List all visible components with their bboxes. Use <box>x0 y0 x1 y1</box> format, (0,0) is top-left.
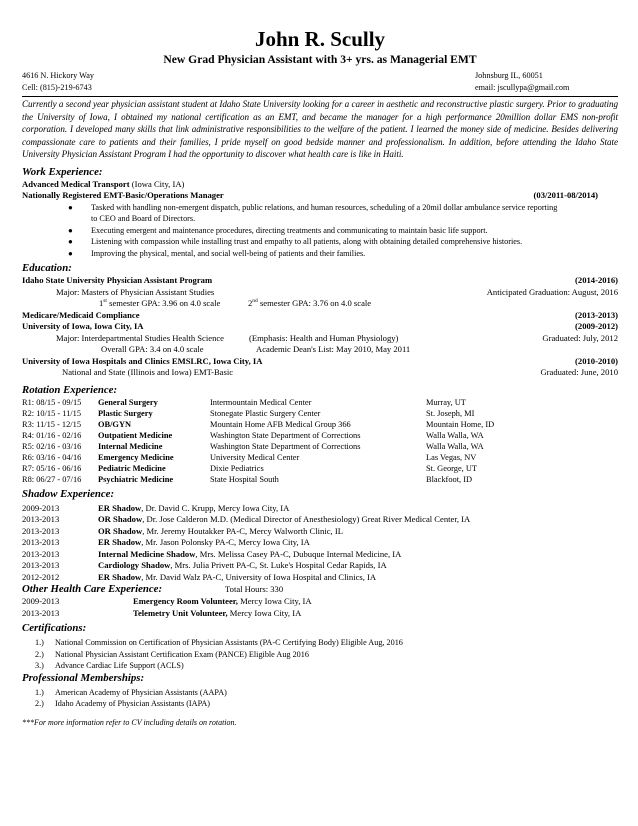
membership-number: 1.) <box>35 687 44 697</box>
work-role: Nationally Registered EMT-Basic/Operations Manager <box>22 190 224 201</box>
shadow-years: 2013-2013 <box>22 548 60 559</box>
rotation-row <box>22 441 618 452</box>
membership-item <box>22 687 618 699</box>
other-row <box>22 608 618 620</box>
shadow-heading: Shadow Experience: <box>22 487 115 500</box>
candidate-subtitle: New Grad Physician Assistant with 3+ yrs. as Managerial EMT <box>163 53 477 66</box>
edu-isu-name: Idaho State University Physician Assistant Program <box>22 275 213 286</box>
edu-ui-name: University of Iowa, Iowa City, IA <box>22 321 144 332</box>
shadow-years: 2013-2013 <box>22 514 60 525</box>
rotation-site: State Hospital South <box>210 474 279 484</box>
rotation-row <box>22 452 618 463</box>
edu-isu-row <box>22 275 618 287</box>
edu-ui-dates: (2009-2012) <box>575 321 618 332</box>
rotation-row <box>22 430 618 441</box>
edu-ui-gpa: Overall GPA: 3.4 on 4.0 scale <box>101 344 204 355</box>
shadow-entry <box>98 560 387 572</box>
rotation-site: Stonegate Plastic Surgery Center <box>210 408 321 418</box>
shadow-row <box>22 560 618 572</box>
rotation-row <box>22 463 618 474</box>
certification-number: 1.) <box>35 638 44 648</box>
other-entry <box>133 596 312 608</box>
shadow-title: Cardiology Shadow <box>98 560 171 571</box>
work-heading: Work Experience: <box>22 165 103 178</box>
edu-ui-row <box>22 321 618 333</box>
rotation-specialty: OB/GYN <box>98 419 132 429</box>
membership-text: American Academy of Physician Assistants (AAPA) <box>55 687 227 697</box>
shadow-entry <box>98 537 310 549</box>
shadow-detail: , Dr. Jose Calderon M.D. (Medical Director of Anesthesiology) Great River Medical Center, IA <box>142 514 471 525</box>
rotation-dates: R1: 08/15 - 09/15 <box>22 397 82 407</box>
shadow-row <box>22 572 618 584</box>
shadow-list <box>22 503 618 584</box>
rotation-dates: R8: 06/27 - 07/16 <box>22 474 82 484</box>
membership-text: Idaho Academy of Physician Assistants (IAPA) <box>55 699 211 709</box>
edu-isu-grad: Anticipated Graduation: August, 2016 <box>486 286 618 297</box>
shadow-title: OR Shadow <box>98 514 143 525</box>
bullet-icon: ● <box>68 202 73 212</box>
shadow-detail: , Mrs. Melissa Casey PA-C, Dubuque Internal Medicine, IA <box>195 548 402 559</box>
shadow-years: 2013-2013 <box>22 560 60 571</box>
work-employer: Advanced Medical Transport <box>22 178 130 189</box>
bullet-icon: ● <box>68 225 73 235</box>
certifications-heading: Certifications: <box>22 622 87 635</box>
shadow-row <box>22 549 618 561</box>
work-role-dates: (03/2011-08/2014) <box>533 190 598 201</box>
edu-isu-dates: (2014-2016) <box>575 275 618 286</box>
candidate-name: John R. Scully <box>254 27 386 51</box>
edu-isu-degree-row <box>22 287 618 299</box>
shadow-row <box>22 526 618 538</box>
education-heading: Education: <box>22 262 72 275</box>
certification-text: National Physician Assistant Certification Exam (PANCE) Eligible Aug 2016 <box>55 649 309 659</box>
shadow-detail: , Mr. Jeremy Houtakker PA-C, Mercy Walworth Clinic, IL <box>142 525 343 536</box>
rotation-dates: R7: 05/16 - 06/16 <box>22 463 82 473</box>
rotation-dates: R5: 02/16 - 03/16 <box>22 441 82 451</box>
shadow-title: ER Shadow <box>98 537 142 548</box>
edu-uihc-desc-row <box>22 367 618 379</box>
cell-phone: Cell: (815)-219-6743 <box>22 82 92 92</box>
rotation-row <box>22 474 618 485</box>
edu-uihc-grad: Graduated: June, 2010 <box>540 367 618 378</box>
edu-isu-gpa-row <box>22 298 618 310</box>
rotation-site: Washington State Department of Corrections <box>210 441 361 451</box>
shadow-entry <box>98 526 343 538</box>
rotation-dates: R6: 03/16 - 04/16 <box>22 452 82 462</box>
bullet-icon: ● <box>68 237 73 247</box>
shadow-detail: , Mr. David Walz PA-C, University of Iowa Hospital and Clinics, IA <box>141 571 377 582</box>
edu-medicare: Medicare/Medicaid Compliance <box>22 309 140 320</box>
rotation-site: University Medical Center <box>210 452 300 462</box>
certification-number: 2.) <box>35 649 44 659</box>
edu-isu-gpa2: 2nd semester GPA: 3.76 on 4.0 scale <box>248 298 372 309</box>
rotation-location: Murray, UT <box>426 397 466 407</box>
shadow-detail: , Dr. David C. Krupp, Mercy Iowa City, IA <box>141 502 290 513</box>
rotation-specialty: General Surgery <box>98 397 158 407</box>
list-item: ● Tasked with handling non-emergent dispatch, public relations, and human resources, scheduling of a 20mil dollar ambulance service reporting <box>68 202 558 212</box>
rotation-row <box>22 408 618 419</box>
shadow-years: 2013-2013 <box>22 537 60 548</box>
membership-number: 2.) <box>35 699 44 709</box>
shadow-title: OR Shadow <box>98 525 143 536</box>
shadow-entry <box>98 514 470 526</box>
rotation-specialty: Pediatric Medicine <box>98 463 166 473</box>
edu-isu-degree: Major: Masters of Physician Assistant Studies <box>56 286 215 297</box>
list-item: ● Executing emergent and maintenance procedures, directing treatments and communicating to maintain basic life support. <box>68 225 488 235</box>
other-row <box>22 596 618 608</box>
rotation-location: St. George, UT <box>426 463 478 473</box>
rotation-dates: R2: 10/15 - 11/15 <box>22 408 82 418</box>
other-list <box>22 596 618 619</box>
edu-ui-major: Major: Interdepartmental Studies Health Science <box>56 332 224 343</box>
rotation-heading: Rotation Experience: <box>22 383 118 396</box>
rotation-location: Blackfoot, ID <box>426 474 473 484</box>
rotation-specialty: Outpatient Medicine <box>98 430 173 440</box>
rotation-location: Las Vegas, NV <box>426 452 477 462</box>
bullet-icon: ● <box>68 248 73 258</box>
edu-medicare-dates: (2013-2013) <box>575 309 618 320</box>
other-total-hours: Total Hours: 330 <box>225 584 284 595</box>
edu-medicare-row <box>22 310 618 322</box>
rotation-site: Dixie Pediatrics <box>210 463 264 473</box>
certification-number: 3.) <box>35 661 44 671</box>
rotation-site: Mountain Home AFB Medical Group 366 <box>210 419 351 429</box>
certification-text: Advance Cardiac Life Support (ACLS) <box>55 661 184 671</box>
edu-isu-gpa1: 1st semester GPA: 3.96 on 4.0 scale <box>99 298 221 309</box>
edu-uihc-name: University of Iowa Hospitals and Clinics EMSLRC, Iowa City, IA <box>22 355 263 366</box>
rotation-row <box>22 397 618 408</box>
shadow-title: Internal Medicine Shadow <box>98 548 196 559</box>
contact-row-phone <box>22 82 618 94</box>
certification-item <box>22 660 618 672</box>
other-title: Emergency Room Volunteer, <box>133 596 238 607</box>
rotation-specialty: Psychiatric Medicine <box>98 474 174 484</box>
rotation-location: St. Joseph, MI <box>426 408 475 418</box>
email[interactable]: email: jscullypa@gmail.com <box>475 82 570 92</box>
other-title: Telemetry Unit Volunteer, <box>133 607 228 618</box>
shadow-title: ER Shadow <box>98 571 142 582</box>
rotation-location: Walla Walla, WA <box>426 430 484 440</box>
city: Johnsburg IL, 60051 <box>475 71 543 80</box>
other-heading: Other Health Care Experience: <box>22 583 163 596</box>
list-item: ● Listening with compassion while installing trust and empathy to all patients, along with obtaining detailed comprehensive histories. <box>68 237 523 247</box>
shadow-years: 2009-2013 <box>22 502 60 513</box>
memberships-heading: Professional Memberships: <box>22 671 145 684</box>
other-heading-row <box>22 583 618 596</box>
certifications-list <box>22 637 618 672</box>
work-employer-location: (Iowa City, IA) <box>131 178 185 189</box>
memberships-list <box>22 687 618 710</box>
header-divider <box>22 96 618 97</box>
list-item: to CEO and Board of Directors. <box>91 214 196 224</box>
shadow-entry <box>98 549 401 561</box>
other-entry <box>133 608 301 620</box>
rotation-specialty: Emergency Medicine <box>98 452 174 462</box>
edu-ui-emphasis: (Emphasis: Health and Human Physiology) <box>249 332 399 343</box>
rotation-specialty: Internal Medicine <box>98 441 163 451</box>
address: 4616 N. Hickory Way <box>22 71 94 80</box>
work-bullets <box>22 202 618 260</box>
other-years: 2013-2013 <box>22 607 60 618</box>
footnote: ***For more information refer to CV including details on rotation. <box>22 717 237 727</box>
membership-item <box>22 698 618 710</box>
certification-item <box>22 637 618 649</box>
edu-ui-gpa-row <box>22 344 618 356</box>
edu-uihc-desc: National and State (Illinois and Iowa) EMT-Basic <box>62 367 234 378</box>
edu-ui-grad: Graduated: July, 2012 <box>542 332 618 343</box>
other-detail: Mercy Iowa City, IA <box>237 596 312 607</box>
rotation-specialty: Plastic Surgery <box>98 408 153 418</box>
list-item: ● Improving the physical, mental, and social well-being of patients and their families. <box>68 248 366 258</box>
rotation-site: Intermountain Medical Center <box>210 397 312 407</box>
edu-uihc-row <box>22 356 618 368</box>
shadow-row <box>22 537 618 549</box>
summary-paragraph: Currently a second year physician assistant student at Idaho State University looking for a career in aesthetic and reconstructive plastic surgery. Prior to graduating the University of Iowa, I obtained my national certification as an EMT, and became the manager for a high performance 20million dollar EMS non-profit corporation. I developed many skills that link administrative responsibilities to the welfare of the patient. I learned the money side of medicine. Besides delivering compassionate care to patients and their families, I pride myself on good bedside manner and professionalism. In addition, before attending the Idaho State University Physician Assistant Program I had the opportunity to discover what health care is like in Haiti. <box>22 99 618 160</box>
edu-ui-major-row <box>22 333 618 345</box>
other-years: 2009-2013 <box>22 596 60 607</box>
contact-row-address <box>22 70 618 82</box>
rotation-location: Mountain Home, ID <box>426 419 495 429</box>
rotation-row <box>22 419 618 430</box>
shadow-row <box>22 503 618 515</box>
shadow-years: 2013-2013 <box>22 525 60 536</box>
certification-text: National Commission on Certification of Physician Assistants (PA-C Certifying Body) Eligible Aug, 2016 <box>55 638 403 648</box>
shadow-entry <box>98 572 376 584</box>
work-role-row <box>22 190 618 202</box>
edu-ui-deans-list: Academic Dean's List: May 2010, May 2011 <box>256 344 411 355</box>
other-detail: Mercy Iowa City, IA <box>227 607 302 618</box>
rotation-table <box>22 397 618 485</box>
rotation-location: Walla Walla, WA <box>426 441 484 451</box>
rotation-dates: R3: 11/15 - 12/15 <box>22 419 82 429</box>
edu-uihc-dates: (2010-2010) <box>575 355 618 366</box>
shadow-years: 2012-2012 <box>22 571 60 582</box>
certification-item <box>22 649 618 661</box>
shadow-title: ER Shadow <box>98 502 142 513</box>
shadow-entry <box>98 503 289 515</box>
shadow-row <box>22 514 618 526</box>
shadow-detail: , Mrs. Julia Privett PA-C, St. Luke's Hospital Cedar Rapids, IA <box>170 560 387 571</box>
rotation-site: Washington State Department of Corrections <box>210 430 361 440</box>
work-employer-row <box>22 179 618 191</box>
shadow-detail: , Mr. Jason Polonsky PA-C, Mercy Iowa City, IA <box>141 537 310 548</box>
rotation-dates: R4: 01/16 - 02/16 <box>22 430 82 440</box>
